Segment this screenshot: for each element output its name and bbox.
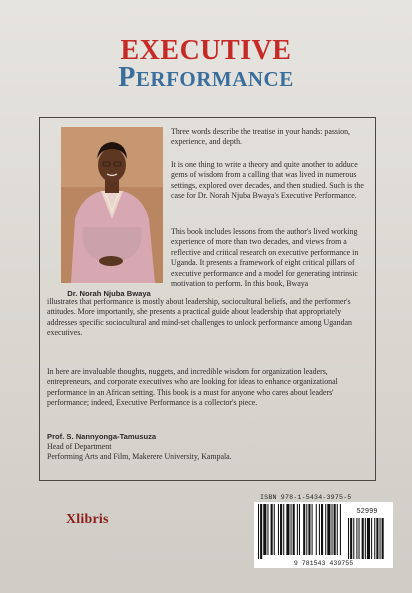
title-performance [0,62,412,94]
barcode-bar [260,504,262,559]
price-addon-bar [362,518,364,559]
barcode-bar [267,504,268,555]
paragraph-lessons-bottom: illustrates that performance is mostly about leadership, sociocultural beliefs, and the performer's attitudes. More importantly, she presents a practical guide about leadership that appropriately addresses specific sociocultural and mind-set challenges to unlock performance among Ugandan executives. [47,297,352,338]
barcode-bar [312,504,313,555]
barcode-bar [274,504,275,555]
price-addon-bar [380,518,381,559]
barcode-bar [337,504,338,555]
barcode-bar [340,504,341,555]
paragraph-wisdom: In here are invaluable thoughts, nuggets, and incredible wisdom for organization leaders, entrepreneurs, and corporate executives who are looking for ideas to enhance organizational performance in an African setting. This book is a must for anyone who cares about leaders' performance; indeed, Executive Performance is a collector's piece. [47,367,338,408]
paragraph-intro: Three words describe the treatise in your hands: passion, experience, and depth. [171,127,351,147]
barcode-bar [280,504,282,555]
price-addon-bar [348,518,349,559]
barcode-bar [327,504,330,555]
price-addon-bar [353,518,354,559]
barcode-bar [332,504,333,555]
barcode-bar [258,504,259,559]
author-photo [61,127,163,283]
barcode-bar [286,504,289,555]
endorser-name: Prof. S. Nannyonga-Tamusuza [47,432,157,441]
price-addon-bar [382,518,384,559]
barcode-bar [334,504,336,555]
barcode-bar [283,504,284,555]
paragraph-lessons-top: This book includes lessons from the author's lived working experience of more than two decades, and views from a reflective and critical research on executive performance in Uganda. It presents a framework of eight critical pillars of executive performance and a model for generating intrinsic motivation to perform. In this book, Bwaya [171,227,359,289]
barcode-bar [325,504,326,555]
barcode-bar [319,504,320,555]
price-addon-bar [356,518,357,559]
barcode-bar [321,504,323,555]
barcode-bar [291,504,292,555]
isbn-label: ISBN 978-1-5434-3975-5 [260,494,352,501]
barcode-bar [303,504,305,555]
barcode-bar [271,504,273,555]
barcode-digits: 9 781543 439755 [254,559,393,568]
title-performance-rest: ERFORMANCE [135,67,294,91]
price-addon-bar [359,518,360,559]
paragraph-theory: It is one thing to write a theory and quite another to adduce gems of wisdom from a calling that was lived in numerous settings, explored over decades, and then studied. Such is the case for Dr. Norah Njuba Bwaya's Executive Performance. [171,160,364,201]
price-addon-bar [376,518,378,559]
barcode-bar [316,504,317,555]
author-caption: Dr. Norah Njuba Bwaya [67,289,151,298]
barcode-bar [263,504,266,555]
barcode-bar [308,504,310,555]
price-addon-bar [365,518,366,559]
price-addon-bar [374,518,375,559]
title-executive: EXECUTIVE [120,35,292,66]
price-addon-bar [371,518,372,559]
barcode-bar [299,504,300,555]
barcode-bar [293,504,295,555]
price-code: 52999 [356,508,378,516]
price-addon-bar [350,518,352,559]
barcode-bar [306,504,307,555]
price-addon-bar [367,518,370,559]
endorser-affiliation: Performing Arts and Film, Makerere University, Kampala. [47,452,232,462]
title-performance-initial: P [118,62,136,93]
publisher-logo: Xlibris [66,512,109,527]
barcode-bar [297,504,298,555]
endorsement-signature [47,432,369,463]
barcode-bar [278,504,279,555]
endorser-role: Head of Department [47,442,112,452]
